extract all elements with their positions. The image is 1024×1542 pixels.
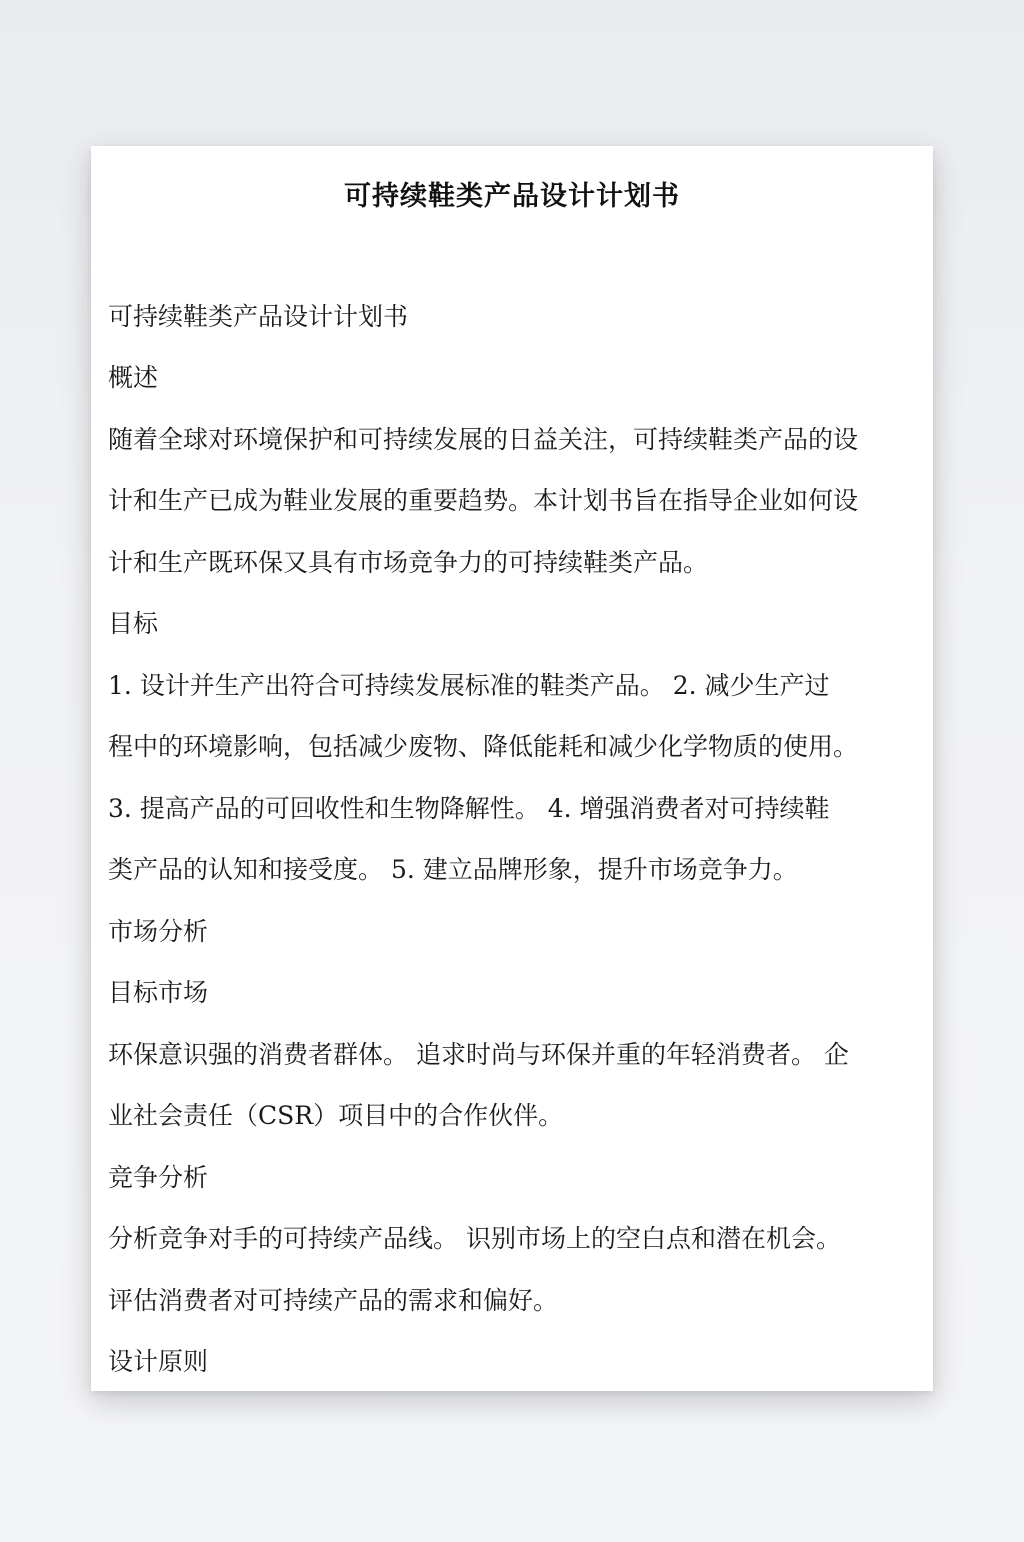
document-title: 可持续鞋类产品设计计划书 — [344, 181, 680, 212]
paragraph-line: 计和生产已成为鞋业发展的重要趋势。本计划书旨在指导企业如何设 — [108, 486, 859, 515]
doc-line-heading: 可持续鞋类产品设计计划书 — [108, 302, 409, 331]
paragraph-line: 类产品的认知和接受度。 5. 建立品牌形象，提升市场竞争力。 — [108, 855, 798, 884]
paragraph-line: 3. 提高产品的可回收性和生物降解性。 4. 增强消费者对可持续鞋 — [108, 794, 830, 823]
subheading-competition-analysis: 竞争分析 — [108, 1163, 209, 1192]
paragraph-line: 评估消费者对可持续产品的需求和偏好。 — [108, 1286, 559, 1315]
paragraph-line: 随着全球对环境保护和可持续发展的日益关注，可持续鞋类产品的设 — [108, 425, 859, 454]
paragraph-line: 环保意识强的消费者群体。 追求时尚与环保并重的年轻消费者。 企 — [108, 1040, 849, 1069]
paragraph-line: 计和生产既环保又具有市场竞争力的可持续鞋类产品。 — [108, 548, 709, 577]
section-heading-overview: 概述 — [108, 363, 159, 392]
section-heading-goals: 目标 — [108, 609, 159, 638]
document-page — [91, 146, 933, 1391]
paragraph-line: 分析竞争对手的可持续产品线。 识别市场上的空白点和潜在机会。 — [108, 1224, 841, 1253]
section-heading-design-principles: 设计原则 — [108, 1347, 209, 1376]
paragraph-line: 1. 设计并生产出符合可持续发展标准的鞋类产品。 2. 减少生产过 — [108, 671, 830, 700]
paragraph-line: 程中的环境影响，包括减少废物、降低能耗和减少化学物质的使用。 — [108, 732, 859, 761]
paragraph-line: 业社会责任（CSR）项目中的合作伙伴。 — [108, 1101, 564, 1130]
subheading-target-market: 目标市场 — [108, 978, 209, 1007]
section-heading-market-analysis: 市场分析 — [108, 917, 209, 946]
